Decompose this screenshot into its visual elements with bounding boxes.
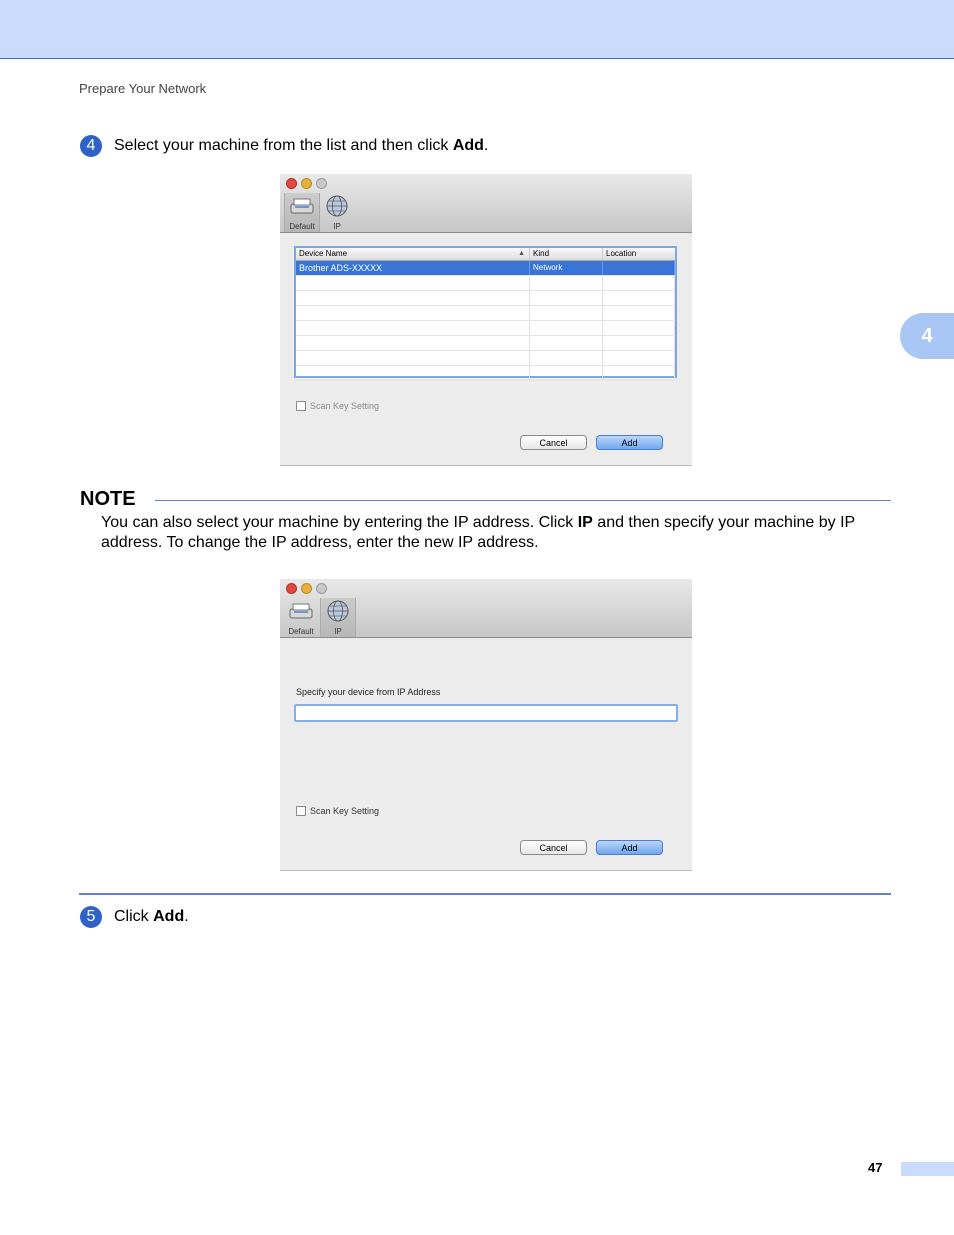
header-band	[0, 0, 954, 59]
checkbox-label: Scan Key Setting	[310, 401, 380, 411]
close-window-button[interactable]	[286, 178, 297, 189]
add-button[interactable]: Add	[596, 435, 663, 450]
empty-row	[296, 351, 675, 366]
toolbar-ip-button[interactable]	[320, 598, 356, 637]
step-text: Select your machine from the list and then click Add.	[114, 137, 489, 154]
toolbar-default-label: Default	[288, 627, 314, 636]
scan-key-setting-checkbox[interactable]	[296, 401, 379, 411]
scanner-icon	[285, 195, 319, 217]
column-header-location[interactable]: Location	[606, 249, 637, 258]
empty-row	[296, 321, 675, 336]
step-number-badge: 5	[80, 906, 102, 928]
section-title: Prepare Your Network	[79, 81, 207, 96]
minimize-window-button[interactable]	[301, 178, 312, 189]
column-header-device-name[interactable]: Device Name ▲	[296, 248, 530, 260]
chapter-tab: 4	[900, 313, 954, 359]
toolbar-default-label: Default	[289, 222, 315, 231]
close-window-button[interactable]	[286, 583, 297, 594]
zoom-window-button[interactable]	[316, 583, 327, 594]
note-end-divider	[79, 893, 891, 895]
ip-address-label: Specify your device from IP Address	[296, 687, 441, 697]
ip-address-input[interactable]	[294, 704, 678, 722]
checkbox-box[interactable]	[296, 401, 306, 411]
toolbar-default-button[interactable]	[284, 193, 320, 232]
toolbar-ip-label: IP	[334, 627, 342, 636]
empty-row	[296, 336, 675, 351]
note-text: You can also select your machine by entering the IP address. Click IP and then specify your machine by IP address. To change the IP address, enter the new IP address.	[101, 514, 855, 551]
step-5	[80, 906, 189, 928]
empty-row	[296, 291, 675, 306]
scanner-icon	[284, 600, 318, 622]
page-number: 47	[868, 1160, 883, 1175]
step-number-badge: 4	[80, 135, 102, 157]
device-name-cell: Brother ADS-XXXXX	[296, 261, 530, 275]
toolbar-ip-label: IP	[333, 222, 341, 231]
device-location-cell	[603, 261, 675, 275]
column-header-kind[interactable]: Kind	[530, 248, 603, 260]
globe-icon	[321, 600, 355, 622]
empty-row	[296, 306, 675, 321]
empty-row	[296, 276, 675, 291]
add-button[interactable]: Add	[596, 840, 663, 855]
globe-icon	[320, 195, 354, 217]
device-row[interactable]	[296, 261, 675, 276]
cancel-button[interactable]: Cancel	[520, 435, 587, 450]
note-title: NOTE	[80, 488, 136, 510]
empty-row	[296, 366, 675, 381]
note-divider	[155, 500, 891, 501]
device-selector-dialog-ip	[280, 579, 692, 871]
minimize-window-button[interactable]	[301, 583, 312, 594]
zoom-window-button[interactable]	[316, 178, 327, 189]
toolbar-ip-button[interactable]	[320, 193, 354, 232]
cancel-button[interactable]: Cancel	[520, 840, 587, 855]
toolbar-default-button[interactable]	[284, 598, 318, 637]
dialog-toolbar	[280, 174, 692, 233]
step-4	[80, 135, 488, 157]
device-list[interactable]	[294, 246, 677, 378]
dialog-toolbar	[280, 579, 692, 638]
scan-key-setting-checkbox[interactable]	[296, 806, 379, 816]
step-text: Click Add.	[114, 908, 189, 925]
checkbox-label: Scan Key Setting	[310, 806, 380, 816]
device-selector-dialog-list	[280, 174, 692, 466]
sort-ascending-icon: ▲	[518, 250, 525, 257]
device-list-header	[296, 248, 675, 261]
page-number-tab	[901, 1162, 954, 1176]
device-kind-cell: Network	[530, 261, 603, 275]
checkbox-box[interactable]	[296, 806, 306, 816]
